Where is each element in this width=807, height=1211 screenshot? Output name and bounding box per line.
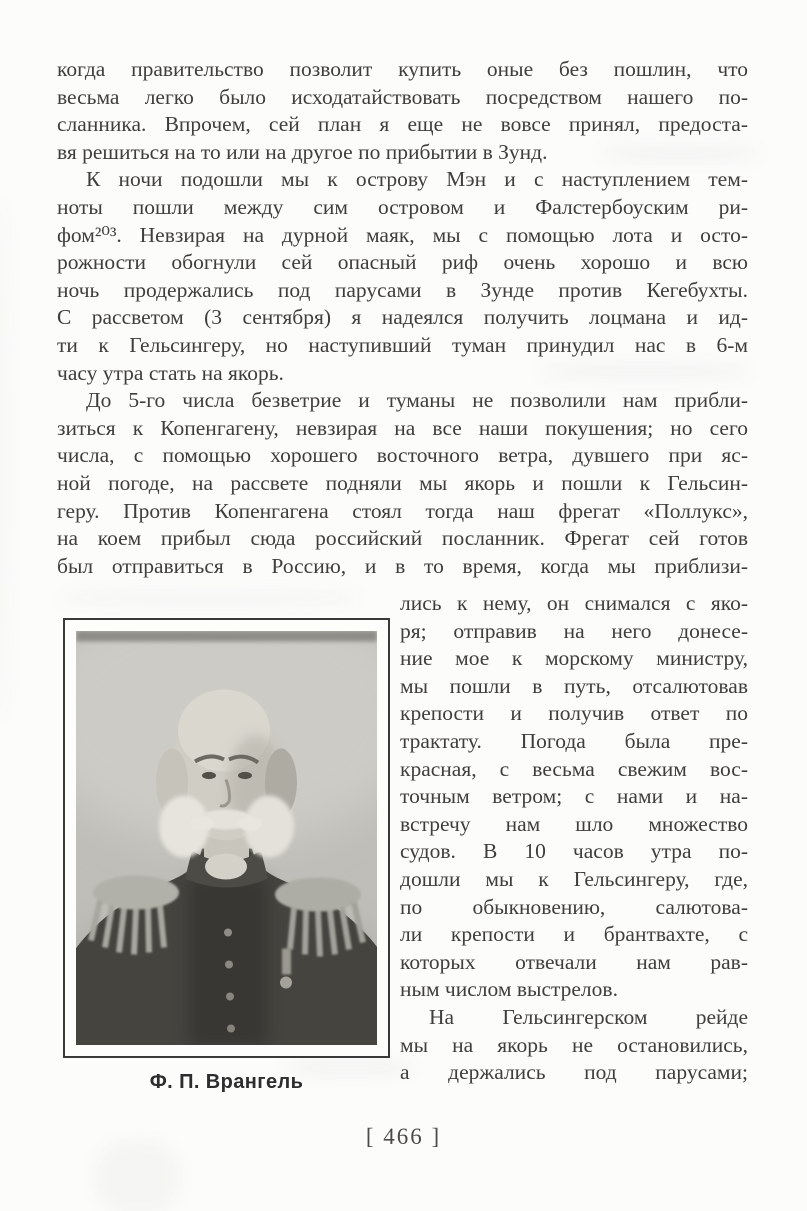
text-line: встречу нам шло множество <box>400 811 748 836</box>
text-line: крепости и получив ответ по <box>400 701 748 726</box>
scan-smudge <box>95 1140 180 1211</box>
text-line: ным числом выстрелов. <box>400 977 618 1002</box>
text-line: рожности обогнули сей опасный риф очень хорошо и всю <box>57 250 748 275</box>
text-line: На Гельсингерском рейде <box>429 1004 748 1029</box>
text-line: мы пошли в путь, отсалютовав <box>400 673 748 698</box>
text-line: был отправиться в Россию, и в то время, когда мы приблизи- <box>57 553 748 578</box>
portrait-figure <box>63 618 390 1094</box>
text-line: числа, с помощью хорошего восточного ветра, дувшего при яс- <box>57 443 748 468</box>
portrait-photo-frame <box>63 618 390 1058</box>
text-line: красная, с весьма свежим вос- <box>400 756 748 781</box>
text-line: ря; отправив на него донесе- <box>400 618 748 643</box>
text-line: вя решиться на то или на другое по прибытии в Зунд. <box>57 139 548 164</box>
text-line: судов. В 10 часов утра по- <box>400 839 748 864</box>
body-text-right-column <box>400 590 748 1087</box>
text-line: трактату. Погода была пре- <box>400 728 748 753</box>
text-line: сланника. Впрочем, сей план я еще не вовсе принял, предоста- <box>57 112 748 137</box>
text-line: лись к нему, он снимался с яко- <box>400 591 748 615</box>
scan-smudge <box>0 200 8 720</box>
text-line: на коем прибыл сюда российский посланник. Фрегат сей готов <box>57 526 748 551</box>
text-line: ноты пошли между сим островом и Фалстербоуским ри- <box>57 194 748 219</box>
text-line: часу утра стать на якорь. <box>57 360 284 385</box>
text-line: по обыкновению, салютова- <box>400 894 748 919</box>
text-line: весьма легко было исходатайствовать посредством нашего по- <box>57 84 748 109</box>
text-line: геру. Против Копенгагена стоял тогда наш фрегат «Поллукс», <box>57 498 748 523</box>
scan-smudge <box>60 592 360 604</box>
text-line: К ночи подошли мы к острову Мэн и с наступлением тем- <box>86 167 748 192</box>
text-line: фом²⁰³. Невзирая на дурной маяк, мы с помощью лота и осто- <box>57 222 748 247</box>
text-line: мы на якорь не остановились, <box>400 1032 748 1057</box>
text-line: ли крепости и брантвахте, с <box>400 922 748 947</box>
text-line: которых отвечали нам рав- <box>400 949 748 974</box>
portrait-photo <box>76 631 377 1045</box>
text-line: когда правительство позволит купить оные без пошлин, что <box>57 57 748 81</box>
text-line: точным ветром; с нами и на- <box>400 784 748 809</box>
text-line: ти к Гельсингеру, но наступивший туман принудил нас в 6-м <box>57 332 748 357</box>
text-line: ние мое к морскому министру, <box>400 646 748 671</box>
text-line: ной погоде, на рассвете подняли мы якорь и пошли к Гельсин- <box>57 470 748 495</box>
text-line: дошли мы к Гельсингеру, где, <box>400 866 748 891</box>
text-line: До 5-го числа безветрие и туманы не позволили нам прибли- <box>86 388 748 413</box>
page-number: [ 466 ] <box>365 1124 442 1149</box>
body-text-main <box>57 56 748 580</box>
text-line: а держались под парусами; <box>400 1060 748 1085</box>
text-line: ночь продержались под парусами в Зунде против Кегебухты. <box>57 277 748 302</box>
figure-caption: Ф. П. Врангель <box>149 1071 304 1093</box>
portrait-illustration <box>76 631 377 1045</box>
text-line: С рассветом (3 сентября) я надеялся получить лоцмана и ид- <box>57 305 748 330</box>
text-line: зиться к Копенгагену, невзирая на все наши покушения; но сего <box>57 415 748 440</box>
